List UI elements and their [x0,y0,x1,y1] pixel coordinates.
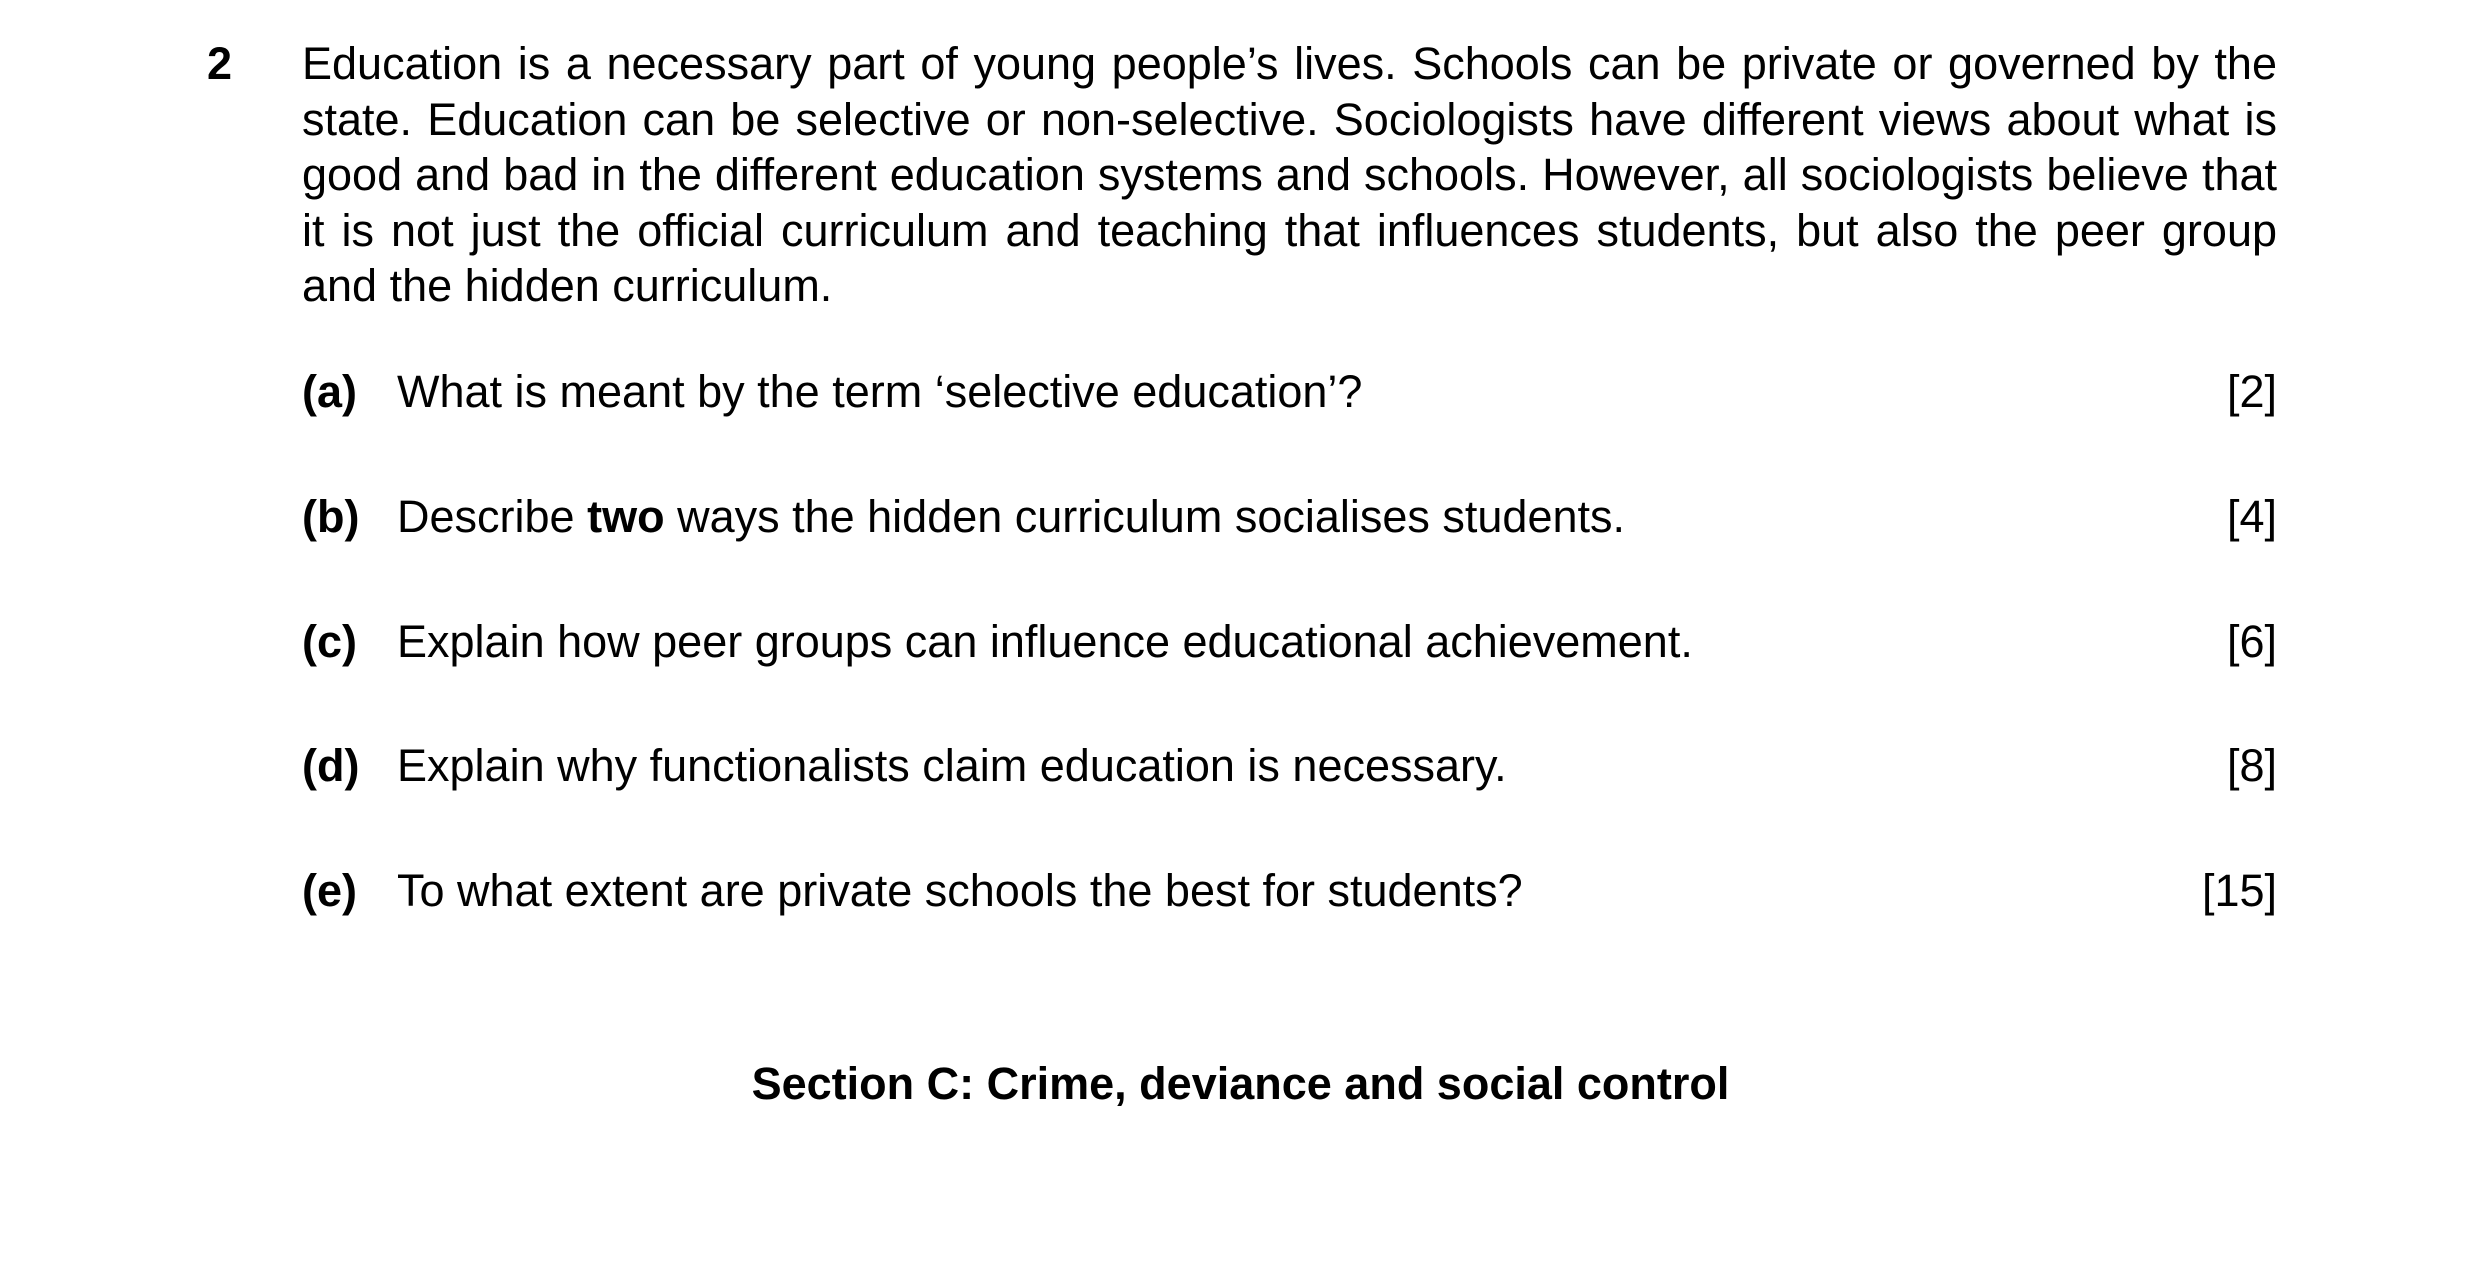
question-part-b [302,487,2277,547]
part-label: (e) [302,865,357,916]
question-part-d [302,736,2277,796]
part-marks: [8] [2226,740,2277,791]
part-marks: [6] [2226,616,2277,667]
part-text: Explain how peer groups can influence educational achievement. [397,616,1693,667]
question-number: 2 [207,38,233,89]
part-text-after: ways the hidden curriculum socialises students. [664,491,1626,542]
section-heading: Section C: Crime, deviance and social control [751,1058,1730,1109]
question-part-a [302,362,2277,422]
question-stem: Education is a necessary part of young people’s lives. Schools can be private or governed by the state. Education can be selective or non-selective. Sociologists have different views about what is good and bad in the different education systems and schools. However, all sociologists believe that it is not just the official curriculum and teaching that influences students, but also the peer group and the hidden curriculum. [302,38,2277,311]
part-label: (c) [302,616,357,667]
part-text-before: Describe [397,491,588,542]
question-part-e [302,861,2277,921]
question-part-c [302,612,2277,672]
part-text: Explain why functionalists claim education is necessary. [397,740,1507,791]
part-marks: [15] [2201,865,2277,916]
part-marks: [2] [2226,366,2277,417]
part-text-bold: two [587,491,665,542]
part-marks: [4] [2226,491,2277,542]
part-text [397,487,1625,547]
part-label: (d) [302,740,360,791]
part-label: (b) [302,491,360,542]
part-text: To what extent are private schools the best for students? [397,865,1523,916]
part-label: (a) [302,366,357,417]
part-text: What is meant by the term ‘selective education’? [397,366,1363,417]
